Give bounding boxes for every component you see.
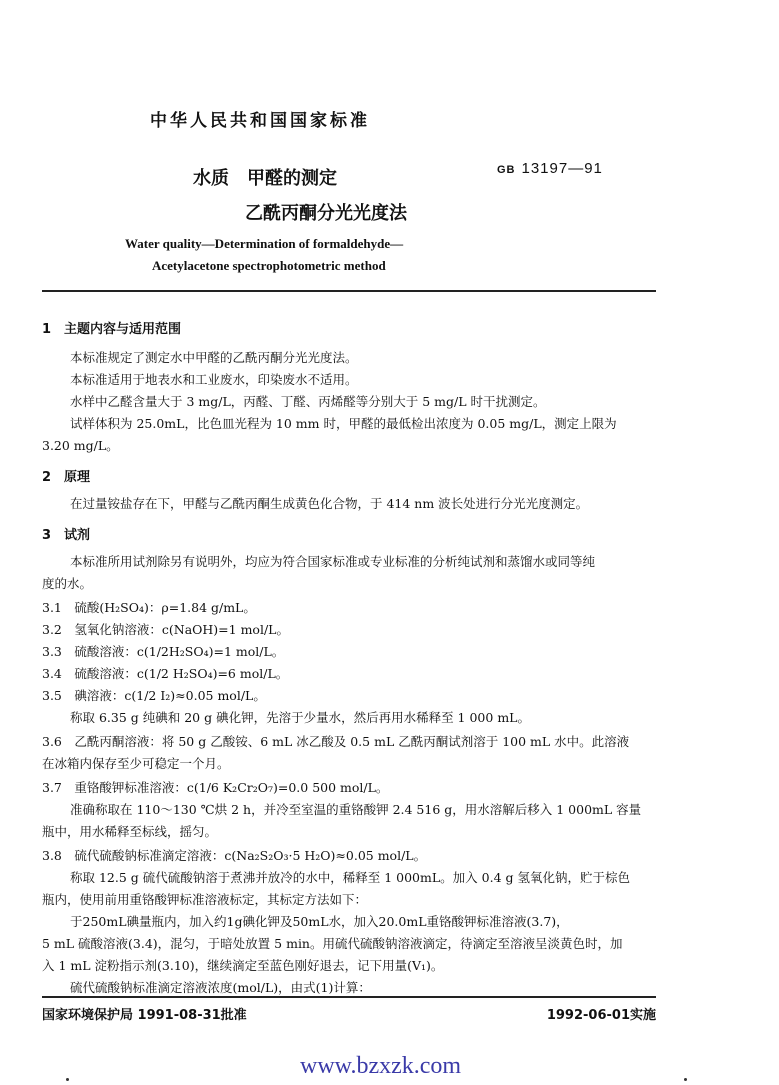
section-heading-3: 3 试剂 [42,528,91,543]
paragraph-line: 5 mL 硫酸溶液(3.4)，混匀，于暗处放置 5 min。用硫代硫酸钠溶液滴定，待滴定至溶液呈淡黄色时，加 [42,936,623,951]
scan-speck [66,1078,69,1081]
scan-speck [684,1078,687,1081]
title-line-1: 水质 甲醛的测定 [193,168,337,189]
paragraph-line: 水样中乙醛含量大于 3 mg/L，丙醛、丁醛、丙烯醛等分别大于 5 mg/L 时干扰测定。 [70,394,546,409]
paragraph-line: 准确称取在 110～130 ℃烘 2 h，并冷至室温的重铬酸钾 2.4 516 g，用水溶解后移入 1 000mL 容量 [70,802,642,817]
paragraph-line: 度的水。 [42,576,93,591]
reagent-item: 3.8 硫代硫酸钠标准滴定溶液：c(Na₂S₂O₃·5 H₂O)≈0.05 mol/L。 [42,848,427,863]
code-number: 13197—91 [521,160,603,177]
footer-divider [42,996,656,998]
paragraph-line: 试样体积为 25.0mL，比色皿光程为 10 mm 时，甲醛的最低检出浓度为 0.05 mg/L，测定上限为 [70,416,617,431]
paragraph-line: 3.20 mg/L。 [42,438,119,453]
paragraph-line: 于250mL碘量瓶内，加入约1g碘化钾及50mL水，加入20.0mL重铬酸钾标准溶液(3.7)， [70,914,569,929]
paragraph-line: 瓶中，用水稀释至标线，摇匀。 [42,824,218,839]
reagent-item: 3.5 碘溶液：c(1/2 I₂)≈0.05 mol/L。 [42,688,266,703]
paragraph-line: 硫代硫酸钠标准滴定溶液浓度(mol/L)，由式(1)计算： [70,980,371,995]
english-title-line-2: Acetylacetone spectrophotometric method [152,258,386,273]
issuing-organization: 中华人民共和国国家标准 [150,111,370,131]
section-heading-2: 2 原理 [42,470,91,485]
paragraph-line: 本标准所用试剂除另有说明外，均应为符合国家标准或专业标准的分析纯试剂和蒸馏水或同等纯 [70,554,596,569]
code-prefix: GB [497,164,516,176]
paragraph-line: 在冰箱内保存至少可稳定一个月。 [42,756,230,771]
paragraph-line: 入 1 mL 淀粉指示剂(3.10)，继续滴定至蓝色刚好退去，记下用量(V₁)。 [42,958,444,973]
english-title-line-1: Water quality—Determination of formaldehyde— [125,236,404,251]
watermark-url[interactable]: www.bzxzk.com [300,1053,462,1079]
implementation-date: 1992-06-01实施 [546,1008,656,1023]
paragraph-line: 称取 12.5 g 硫代硫酸钠溶于煮沸并放冷的水中，稀释至 1 000mL。加入 0.4 g 氢氧化钠，贮于棕色 [70,870,630,885]
paragraph-line: 称取 6.35 g 纯碘和 20 g 碘化钾，先溶于少量水，然后再用水稀释至 1 000 mL。 [70,710,530,725]
approval-date: 国家环境保护局 1991-08-31批准 [42,1008,247,1023]
title-line-2: 乙酰丙酮分光光度法 [245,203,407,224]
paragraph-line: 在过量铵盐存在下，甲醛与乙酰丙酮生成黄色化合物，于 414 nm 波长处进行分光光度测定。 [70,496,589,511]
reagent-item: 3.6 乙酰丙酮溶液：将 50 g 乙酸铵、6 mL 冰乙酸及 0.5 mL 乙酰丙酮试剂溶于 100 mL 水中。此溶液 [42,734,630,749]
reagent-item: 3.4 硫酸溶液：c(1/2 H₂SO₄)=6 mol/L。 [42,666,289,681]
standard-code [497,160,603,177]
reagent-item: 3.1 硫酸(H₂SO₄)：ρ=1.84 g/mL。 [42,600,256,615]
paragraph-line: 本标准规定了测定水中甲醛的乙酰丙酮分光光度法。 [70,350,358,365]
paragraph-line: 瓶内，使用前用重铬酸钾标准溶液标定，其标定方法如下： [42,892,368,907]
reagent-item: 3.2 氢氧化钠溶液：c(NaOH)=1 mol/L。 [42,622,289,637]
paragraph-line: 本标准适用于地表水和工业废水，印染废水不适用。 [70,372,358,387]
reagent-item: 3.3 硫酸溶液：c(1/2H₂SO₄)=1 mol/L。 [42,644,285,659]
reagent-item: 3.7 重铬酸钾标准溶液：c(1/6 K₂Cr₂O₇)=0.0 500 mol/L。 [42,780,389,795]
section-heading-1: 1 主题内容与适用范围 [42,322,182,337]
header-divider [42,290,656,292]
